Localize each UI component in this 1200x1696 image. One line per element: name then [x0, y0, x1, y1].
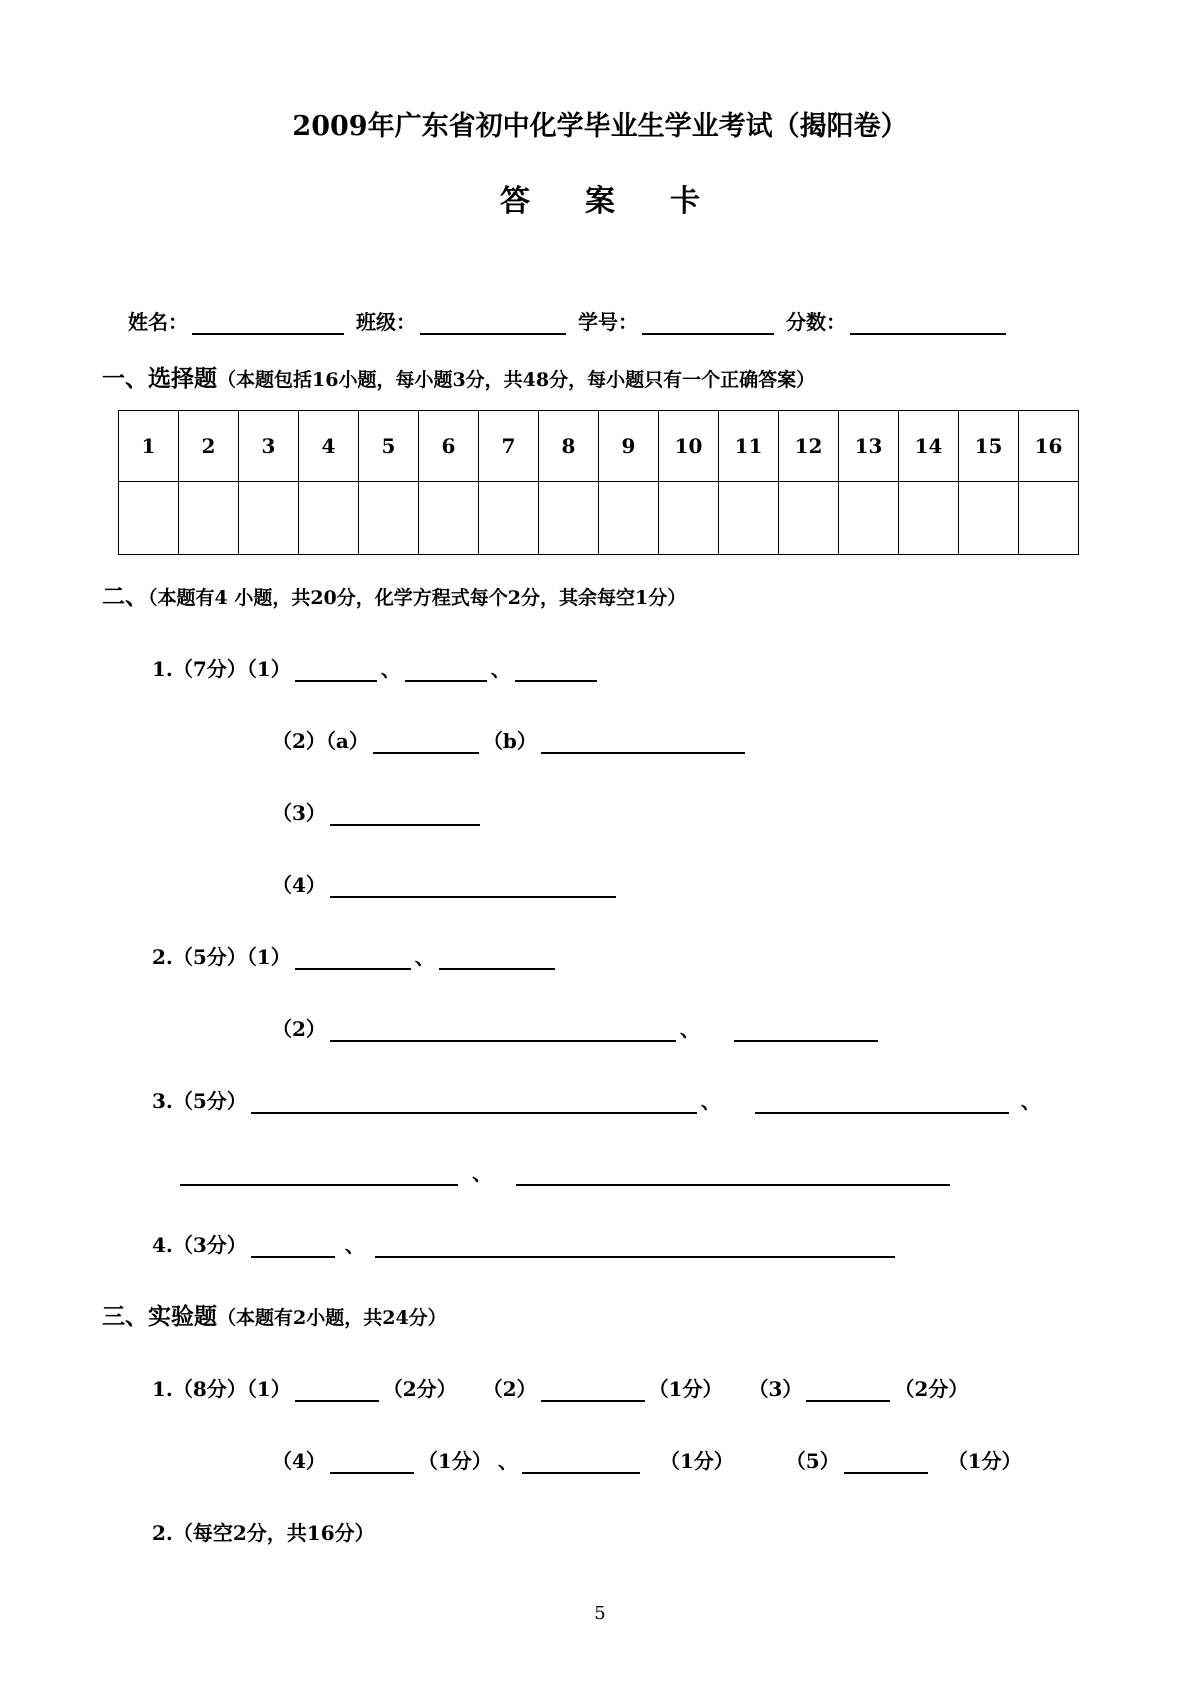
question-number: 6	[419, 411, 479, 482]
question-number: 5	[359, 411, 419, 482]
page-subtitle: 答案卡	[500, 184, 755, 219]
question-number: 1	[119, 411, 179, 482]
s2-q3-continued-row: 、	[176, 1157, 954, 1186]
score-field[interactable]	[850, 313, 1006, 335]
answer-cell[interactable]	[179, 482, 239, 555]
name-label: 姓名：	[128, 310, 188, 334]
s2-q1-part3-row: （3）	[272, 797, 484, 826]
answer-blank[interactable]	[439, 948, 555, 970]
question-number: 14	[899, 411, 959, 482]
section-1-heading: 一、选择题（本题包括16小题，每小题3分，共48分，每小题只有一个正确答案）	[102, 365, 816, 392]
answer-cell[interactable]	[719, 482, 779, 555]
answer-blank[interactable]	[330, 804, 480, 826]
answer-cell[interactable]	[479, 482, 539, 555]
answer-blank[interactable]	[375, 1236, 895, 1258]
answer-blank[interactable]	[251, 1092, 697, 1114]
multiple-choice-answer-grid	[118, 410, 1079, 555]
answer-blank[interactable]	[251, 1236, 335, 1258]
student-id-label: 学号：	[578, 310, 638, 334]
answer-blank[interactable]	[295, 948, 411, 970]
s2-q2-row: 2.（5分）（1） 、	[152, 941, 559, 970]
s3-q2-row: 2.（每空2分，共16分）	[152, 1521, 375, 1545]
question-number: 3	[239, 411, 299, 482]
page-title: 2009年广东省初中化学毕业生学业考试（揭阳卷）	[292, 111, 908, 142]
question-number: 4	[299, 411, 359, 482]
question-number: 13	[839, 411, 899, 482]
answer-cell[interactable]	[419, 482, 479, 555]
question-number: 2	[179, 411, 239, 482]
answer-blank[interactable]	[806, 1380, 890, 1402]
answer-blank[interactable]	[330, 876, 616, 898]
question-number-row	[119, 411, 1079, 482]
answer-row	[119, 482, 1079, 555]
student-info-row	[128, 306, 1018, 335]
answer-blank[interactable]	[295, 1380, 379, 1402]
answer-cell[interactable]	[959, 482, 1019, 555]
student-id-field[interactable]	[642, 313, 774, 335]
s2-q1-part2-row: （2）（a） （b）	[272, 725, 749, 754]
question-number: 11	[719, 411, 779, 482]
answer-cell[interactable]	[899, 482, 959, 555]
s2-q4-row: 4.（3分） 、	[152, 1229, 899, 1258]
answer-blank[interactable]	[330, 1020, 676, 1042]
answer-blank[interactable]	[541, 732, 745, 754]
answer-cell[interactable]	[239, 482, 299, 555]
answer-blank[interactable]	[516, 1164, 950, 1186]
answer-blank[interactable]	[755, 1092, 1009, 1114]
s3-q1-row: 1.（8分）（1） （2分） （2） （1分） （3） （2分）	[152, 1377, 969, 1401]
answer-blank[interactable]	[295, 660, 377, 682]
answer-blank[interactable]	[541, 1380, 645, 1402]
page-number: 5	[594, 1603, 606, 1624]
question-number: 15	[959, 411, 1019, 482]
s3-q1-part4-row: （4） （1分） 、 （1分） （5） （1分）	[272, 1449, 1022, 1473]
answer-blank[interactable]	[373, 732, 479, 754]
answer-blank[interactable]	[515, 660, 597, 682]
s2-q1-part4-row: （4）	[272, 869, 620, 898]
answer-blank[interactable]	[405, 660, 487, 682]
s2-q1-row: 1.（7分）（1） 、 、	[152, 653, 601, 682]
answer-cell[interactable]	[359, 482, 419, 555]
question-number: 7	[479, 411, 539, 482]
answer-cell[interactable]	[119, 482, 179, 555]
section-2-heading: 二、（本题有4 小题，共20分，化学方程式每个2分，其余每空1分）	[102, 583, 687, 610]
question-number: 8	[539, 411, 599, 482]
answer-cell[interactable]	[779, 482, 839, 555]
answer-cell[interactable]	[659, 482, 719, 555]
answer-blank[interactable]	[734, 1020, 878, 1042]
question-number: 12	[779, 411, 839, 482]
s2-q2-part2-row: （2） 、	[272, 1013, 882, 1042]
answer-blank[interactable]	[844, 1452, 928, 1474]
answer-cell[interactable]	[1019, 482, 1079, 555]
question-number: 9	[599, 411, 659, 482]
answer-cell[interactable]	[539, 482, 599, 555]
section-3-heading: 三、实验题（本题有2小题，共24分）	[102, 1303, 447, 1330]
answer-cell[interactable]	[599, 482, 659, 555]
answer-blank[interactable]	[330, 1452, 414, 1474]
name-field[interactable]	[192, 313, 344, 335]
s2-q1-label: 1.（7分）（1）	[152, 657, 291, 681]
score-label: 分数：	[786, 310, 846, 334]
answer-blank[interactable]	[522, 1452, 640, 1474]
answer-cell[interactable]	[839, 482, 899, 555]
class-label: 班级：	[356, 310, 416, 334]
class-field[interactable]	[420, 313, 566, 335]
question-number: 10	[659, 411, 719, 482]
s2-q3-row: 3.（5分） 、 、	[152, 1089, 1041, 1113]
answer-cell[interactable]	[299, 482, 359, 555]
answer-blank[interactable]	[180, 1164, 458, 1186]
question-number: 16	[1019, 411, 1079, 482]
